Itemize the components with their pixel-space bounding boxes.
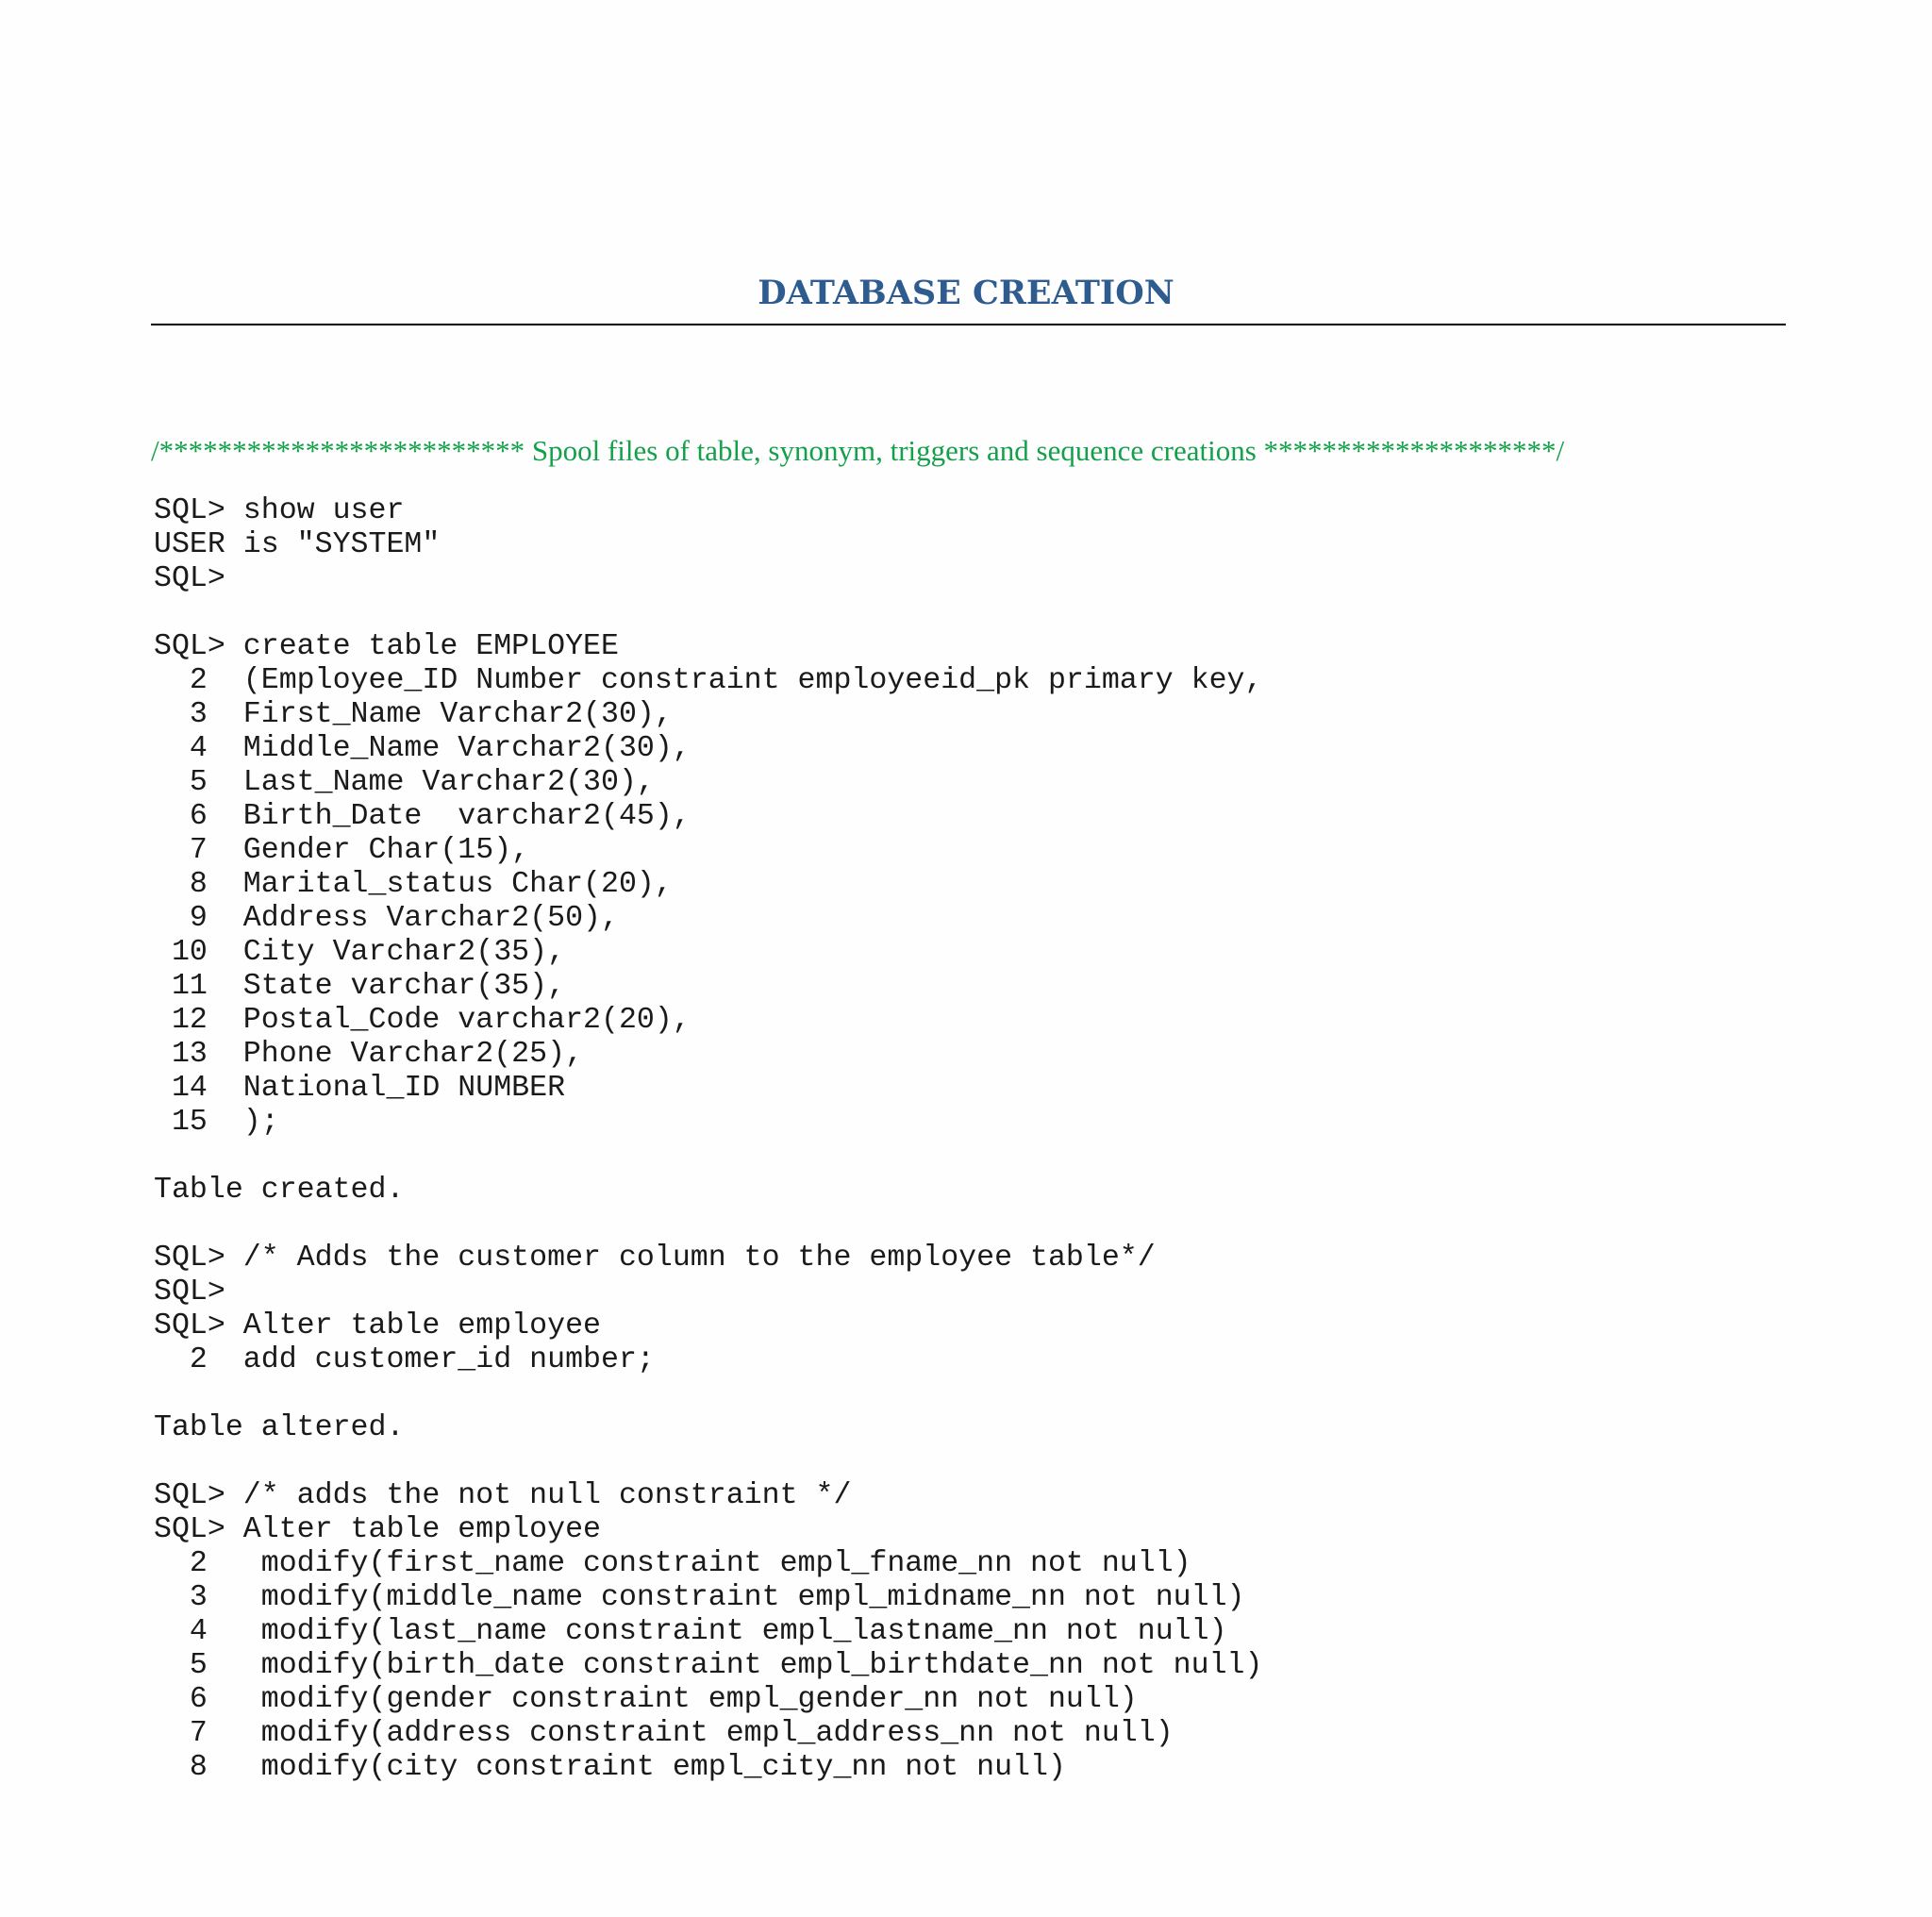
console-line: 15 );: [154, 1106, 279, 1139]
comment-banner: /************************* Spool files of table, synonym, triggers and sequence creations ********************/: [151, 434, 1565, 467]
console-line: 3 First_Name Varchar2(30),: [154, 698, 673, 731]
console-line: 3 modify(middle_name constraint empl_midname_nn not null): [154, 1581, 1245, 1614]
console-line: [154, 596, 1262, 630]
console-line: 7 modify(address constraint empl_address_nn not null): [154, 1717, 1174, 1750]
console-line: SQL> create table EMPLOYEE: [154, 630, 619, 663]
title-divider: [151, 324, 1786, 325]
console-line: SQL>: [154, 1275, 225, 1309]
console-line: SQL> /* Adds the customer column to the employee table*/: [154, 1242, 1156, 1275]
console-line: [154, 1140, 1262, 1174]
console-line: 13 Phone Varchar2(25),: [154, 1038, 584, 1071]
console-line: [154, 1377, 1262, 1411]
console-line: 14 National_ID NUMBER: [154, 1072, 566, 1105]
console-line: 4 Middle_Name Varchar2(30),: [154, 732, 691, 765]
console-line: 2 add customer_id number;: [154, 1343, 655, 1376]
console-line: 5 Last_Name Varchar2(30),: [154, 766, 655, 799]
console-line: [154, 1445, 1262, 1479]
console-line: SQL> show user: [154, 494, 405, 527]
console-line: 8 Marital_status Char(20),: [154, 868, 673, 901]
page-title: DATABASE CREATION: [758, 274, 1174, 312]
console-line: 4 modify(last_name constraint empl_lastname_nn not null): [154, 1615, 1227, 1648]
console-line: 9 Address Varchar2(50),: [154, 902, 619, 935]
console-line: SQL> /* adds the not null constraint */: [154, 1479, 852, 1512]
sql-console-transcript: [154, 494, 1262, 1785]
console-line: 6 modify(gender constraint empl_gender_nn not null): [154, 1683, 1138, 1716]
console-line: 12 Postal_Code varchar2(20),: [154, 1004, 691, 1037]
console-line: 2 modify(first_name constraint empl_fname_nn not null): [154, 1547, 1191, 1580]
console-line: SQL> Alter table employee: [154, 1513, 601, 1546]
console-line: 5 modify(birth_date constraint empl_birthdate_nn not null): [154, 1649, 1263, 1682]
console-line: 10 City Varchar2(35),: [154, 936, 566, 969]
console-line: SQL>: [154, 562, 225, 595]
console-line: 7 Gender Char(15),: [154, 834, 530, 867]
console-line: Table created.: [154, 1174, 405, 1207]
console-line: SQL> Alter table employee: [154, 1309, 601, 1342]
console-line: 2 (Employee_ID Number constraint employeeid_pk primary key,: [154, 664, 1263, 697]
console-line: USER is "SYSTEM": [154, 528, 441, 561]
console-line: 6 Birth_Date varchar2(45),: [154, 800, 691, 833]
console-line: Table altered.: [154, 1411, 405, 1444]
console-line: 11 State varchar(35),: [154, 970, 566, 1003]
console-line: 8 modify(city constraint empl_city_nn not null): [154, 1751, 1066, 1784]
console-line: [154, 1208, 1262, 1242]
